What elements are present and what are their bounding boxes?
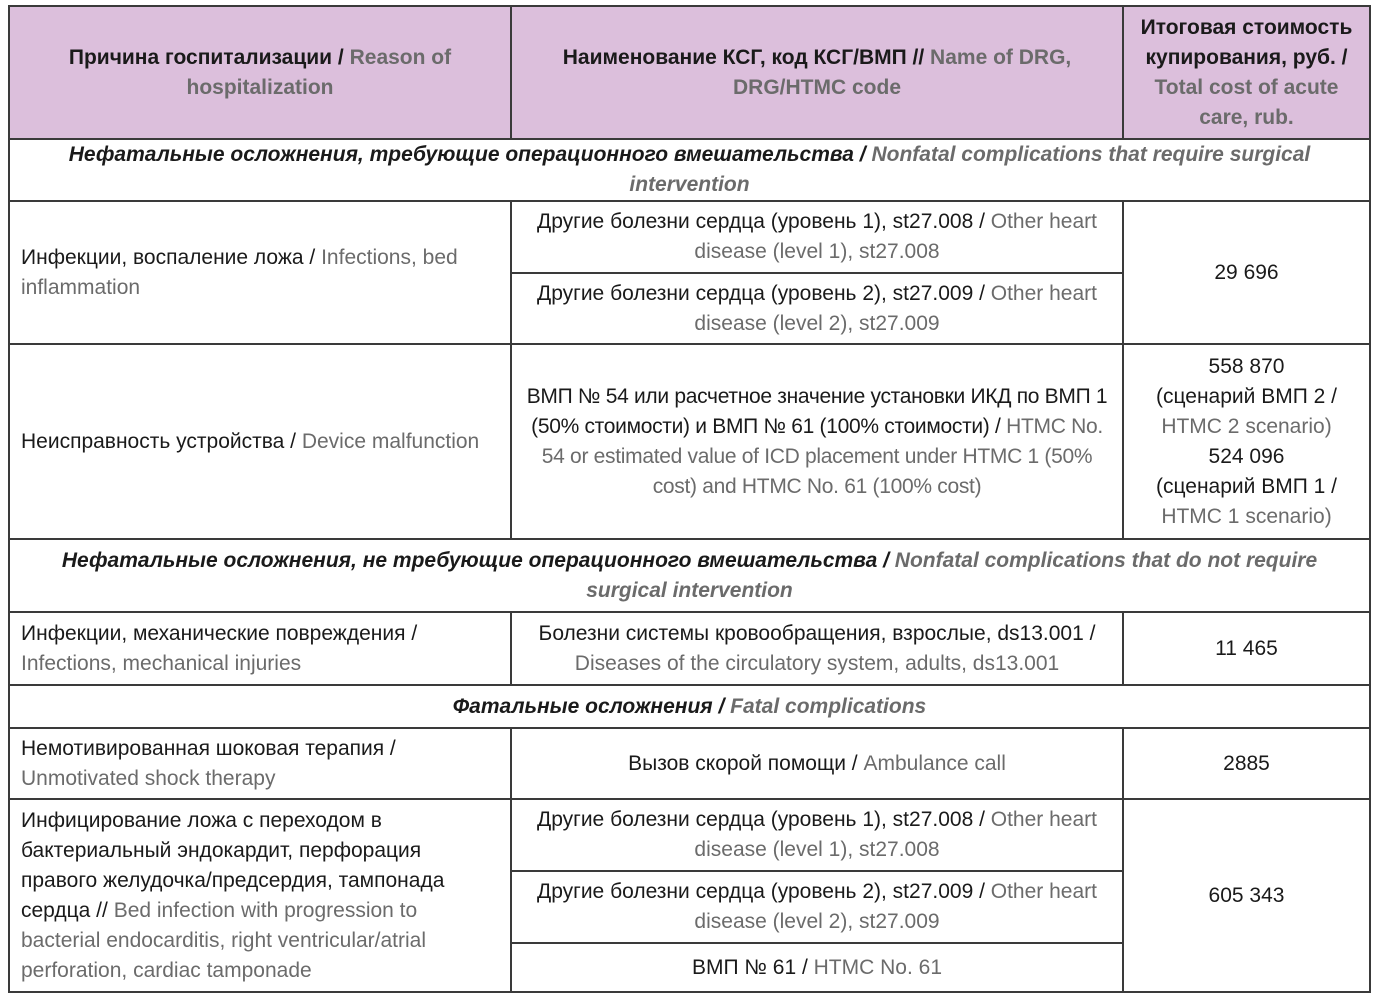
drg-en: Diseases of the circulatory system, adults, ds13.001 — [574, 651, 1060, 675]
drg-cell — [511, 943, 1123, 992]
drg-en: Other heart disease (level 1), st27.008 — [694, 808, 1097, 861]
section-ru: Нефатальные осложнения, не требующие операционного вмешательства / — [61, 548, 895, 572]
scenario-ru: (сценарий ВМП 2 / — [1156, 384, 1337, 408]
reason-cell — [9, 612, 511, 685]
section-en: Nonfatal complications that do not require surgical intervention — [586, 548, 1318, 602]
cost-cell — [1123, 344, 1370, 539]
table-row — [9, 799, 1370, 871]
header-drg-ru: Наименование КСГ, код КСГ/ВМП // — [562, 45, 931, 69]
reason-cell — [9, 728, 511, 799]
reason-cell — [9, 201, 511, 344]
section-ru: Нефатальные осложнения, требующие операционного вмешательства / — [68, 143, 872, 166]
header-cost — [1123, 6, 1370, 139]
drg-cell — [511, 871, 1123, 943]
section-title-2 — [9, 539, 1370, 612]
cost-scenario — [1132, 382, 1361, 442]
cost-scenario — [1132, 472, 1361, 532]
section-en: Fatal complications — [730, 694, 927, 718]
cost-cell: 11 465 — [1123, 612, 1370, 685]
drg-cell — [511, 799, 1123, 871]
cost-cell: 29 696 — [1123, 201, 1370, 344]
reason-cell — [9, 799, 511, 992]
drg-ru: Болезни системы кровообращения, взрослые, ds13.001 / — [538, 621, 1096, 645]
drg-en: Other heart disease (level 2), st27.009 — [694, 281, 1097, 335]
reason-ru: Неисправность устройства / — [21, 429, 302, 453]
section-title-3 — [9, 685, 1370, 728]
drg-en: HTMC No. 54 or estimated value of ICD placement under HTMC 1 (50% cost) and HTMC No. 61 (100% cost) — [541, 414, 1103, 498]
drg-ru: Вызов скорой помощи / — [628, 751, 864, 775]
cost-value: 558 870 — [1208, 354, 1285, 378]
reason-en: Device malfunction — [301, 429, 480, 453]
drg-en: Other heart disease (level 1), st27.008 — [694, 210, 1097, 263]
table-row — [9, 612, 1370, 685]
drg-ru: Другие болезни сердца (уровень 2), st27.009 / — [537, 281, 991, 305]
section-row — [9, 539, 1370, 612]
drg-en: Ambulance call — [863, 751, 1006, 775]
drg-cell — [511, 344, 1123, 539]
header-drg-en: Name of DRG, DRG/HTMC code — [733, 45, 1072, 99]
section-en: Nonfatal complications that require surgical intervention — [629, 143, 1311, 196]
table-row — [9, 201, 1370, 273]
drg-ru: Другие болезни сердца (уровень 1), st27.008 / — [537, 808, 991, 831]
drg-ru: ВМП № 61 / — [691, 955, 814, 979]
scenario-ru: (сценарий ВМП 1 / — [1156, 474, 1337, 498]
drg-ru: Другие болезни сердца (уровень 1), st27.008 / — [537, 210, 991, 233]
table-row — [9, 344, 1370, 539]
reason-en: Infections, bed inflammation — [21, 245, 458, 299]
drg-cell — [511, 273, 1123, 344]
reason-ru: Инфекции, механические повреждения / — [21, 621, 418, 645]
drg-ru: ВМП № 54 или расчетное значение установки ИКД по ВМП 1 (50% стоимости) и ВМП № 61 (100% стоимости) / — [526, 384, 1108, 438]
section-row — [9, 139, 1370, 201]
header-cost-ru: Итоговая стоимость купирования, руб. / — [1140, 15, 1353, 69]
cost-cell: 605 343 — [1123, 799, 1370, 992]
scenario-en: HTMC 2 scenario) — [1161, 414, 1332, 438]
drg-cell — [511, 201, 1123, 273]
section-title-1 — [9, 139, 1370, 201]
header-cost-en: Total cost of acute care, rub. — [1154, 75, 1339, 129]
header-reason-en: Reason of hospitalization — [186, 45, 452, 99]
reason-en: Unmotivated shock therapy — [21, 766, 276, 790]
cost-value: 524 096 — [1208, 444, 1285, 468]
header-drg — [511, 6, 1123, 139]
scenario-en: HTMC 1 scenario) — [1161, 504, 1332, 528]
section-ru: Фатальные осложнения / — [452, 694, 731, 718]
reason-ru: Немотивированная шоковая терапия / — [21, 736, 396, 760]
drg-cell — [511, 612, 1123, 685]
reason-ru: Инфекции, воспаление ложа / — [21, 245, 322, 269]
drg-ru: Другие болезни сердца (уровень 2), st27.009 / — [537, 880, 991, 903]
section-row — [9, 685, 1370, 728]
drg-en: Other heart disease (level 2), st27.009 — [694, 880, 1097, 933]
reason-cell — [9, 344, 511, 539]
drg-en: HTMC No. 61 — [813, 955, 942, 979]
cost-table — [8, 5, 1371, 993]
reason-ru: Инфицирование ложа с переходом в бактериальный эндокардит, перфорация правого желудочка/предсердия, тампонада сердца // — [21, 808, 445, 922]
reason-en: Infections, mechanical injuries — [21, 651, 302, 675]
reason-en: Bed infection with progression to bacterial endocarditis, right ventricular/atrial perforation, cardiac tamponade — [21, 898, 427, 982]
header-reason-ru: Причина госпитализации / — [68, 45, 350, 69]
table-row — [9, 728, 1370, 799]
header-reason — [9, 6, 511, 139]
drg-cell — [511, 728, 1123, 799]
table-header-row — [9, 6, 1370, 139]
cost-cell: 2885 — [1123, 728, 1370, 799]
